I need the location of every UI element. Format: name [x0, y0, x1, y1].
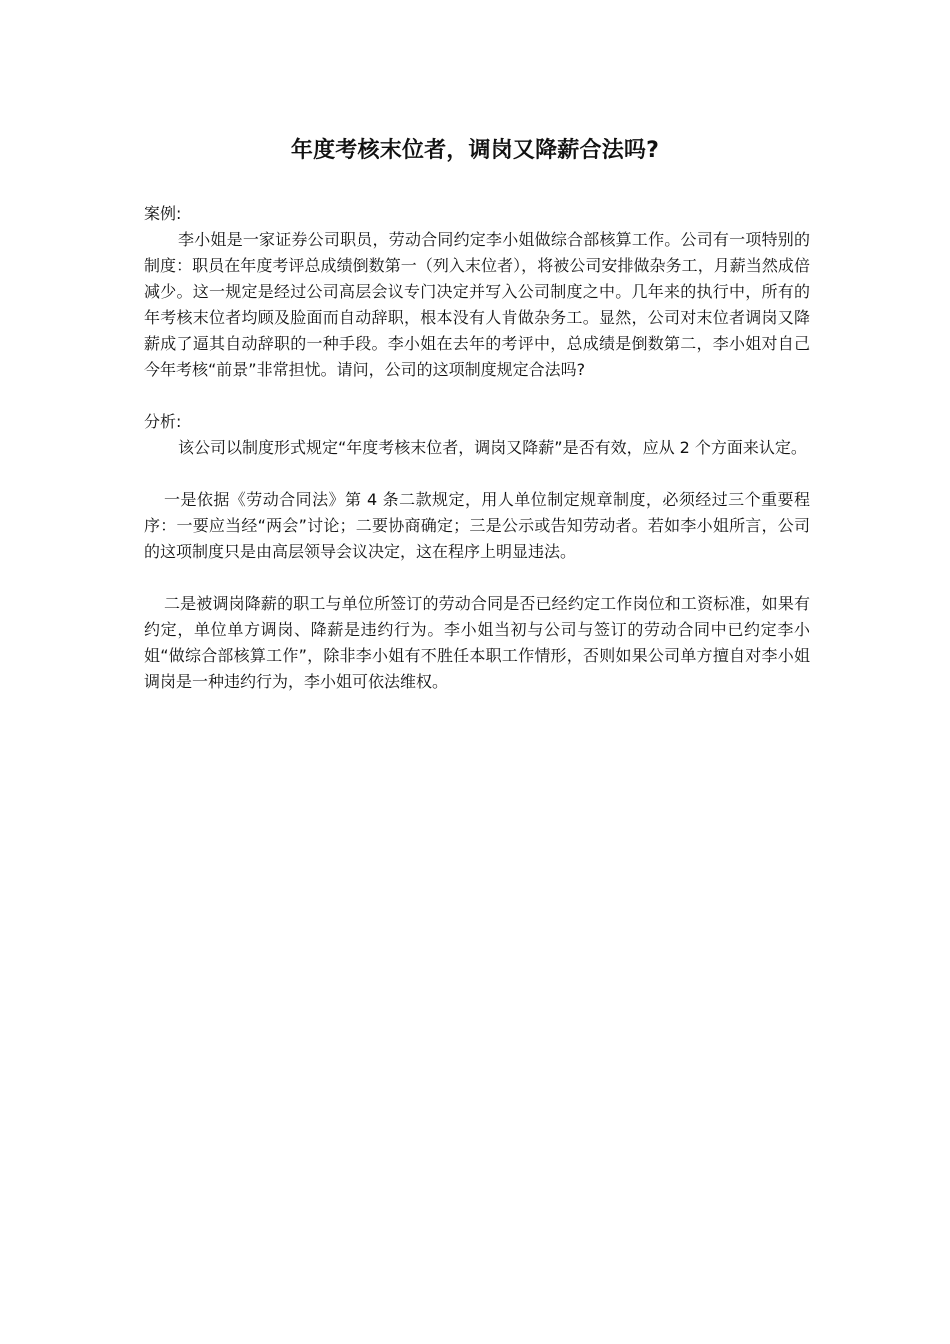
- spacer: [144, 461, 810, 487]
- document-body: [144, 201, 810, 695]
- case-paragraph: 李小姐是一家证券公司职员，劳动合同约定李小姐做综合部核算工作。公司有一项特别的制度：职员在年度考评总成绩倒数第一（列入末位者），将被公司安排做杂务工，月薪当然成倍减少。这一规定是经过公司高层会议专门决定并写入公司制度之中。几年来的执行中，所有的年考核末位者均顾及脸面而自动辞职，根本没有人肯做杂务工。显然，公司对末位者调岗又降薪成了逼其自动辞职的一种手段。李小姐在去年的考评中，总成绩是倒数第二，李小姐对自己今年考核“前景”非常担忧。请问，公司的这项制度规定合法吗?: [144, 230, 810, 379]
- analysis-intro-paragraph: 该公司以制度形式规定“年度考核末位者，调岗又降薪”是否有效，应从 2 个方面来认定。: [178, 438, 807, 457]
- case-heading: 案例:: [144, 204, 182, 223]
- analysis-point-two: 二是被调岗降薪的职工与单位所签订的劳动合同是否已经约定工作岗位和工资标准，如果有约定，单位单方调岗、降薪是违约行为。李小姐当初与公司与签订的劳动合同中已约定李小姐“做综合部核算工作”，除非李小姐有不胜任本职工作情形，否则如果公司单方擅自对李小姐调岗是一种违约行为，李小姐可依法维权。: [144, 594, 810, 691]
- spacer: [144, 565, 810, 591]
- document-title: 年度考核末位者，调岗又降薪合法吗?: [290, 138, 660, 163]
- analysis-point-one: 一是依据《劳动合同法》第 4 条二款规定，用人单位制定规章制度，必须经过三个重要程序：一要应当经“两会”讨论；二要协商确定；三是公示或告知劳动者。若如李小姐所言，公司的这项制度只是由高层领导会议决定，这在程序上明显违法。: [144, 490, 810, 561]
- analysis-heading: 分析:: [144, 412, 182, 431]
- spacer: [144, 383, 810, 409]
